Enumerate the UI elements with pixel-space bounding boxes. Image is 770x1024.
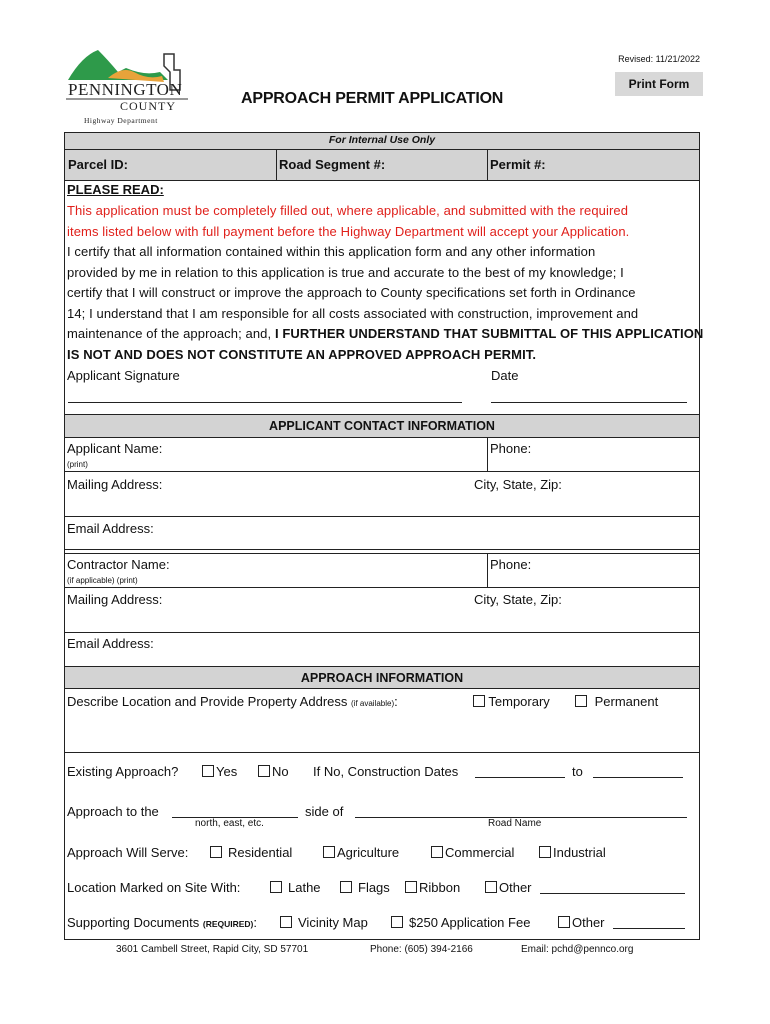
rule (64, 180, 700, 181)
industrial-checkbox[interactable] (539, 846, 551, 858)
temporary-checkbox[interactable] (473, 695, 485, 707)
permanent-option[interactable] (575, 694, 658, 709)
lathe-option[interactable] (270, 880, 321, 895)
to-label: to (572, 764, 583, 779)
contractor-note: (if applicable) (print) (67, 576, 138, 585)
other-marked-checkbox[interactable] (485, 881, 497, 893)
if-available-note: (if available) (351, 699, 395, 708)
approach-heading: APPROACH INFORMATION (300, 671, 464, 685)
residential-label: Residential (228, 845, 293, 860)
side-of-label: side of (305, 804, 344, 819)
rule (487, 149, 488, 180)
lathe-label: Lathe (288, 880, 321, 895)
page-title: APPROACH PERMIT APPLICATION (241, 90, 504, 107)
phone-label: Phone: (490, 441, 532, 456)
contractor-city-label: City, State, Zip: (474, 592, 562, 607)
other-docs-label: Other (572, 915, 605, 930)
temporary-label: Temporary (488, 694, 550, 709)
certify-line5-bold: I FURTHER UNDERSTAND THAT SUBMITTAL OF THIS APPLICATION (274, 326, 704, 341)
direction-hint: north, east, etc. (195, 818, 264, 829)
rule (64, 688, 700, 689)
existing-no-option[interactable] (258, 764, 289, 779)
describe-location-label (67, 694, 398, 709)
print-note: (print) (67, 460, 88, 469)
mailing-address-label: Mailing Address: (67, 477, 163, 492)
contractor-name-label: Contractor Name: (67, 557, 170, 572)
supporting-docs-label (67, 915, 257, 930)
email-label: Email Address: (67, 521, 154, 536)
agriculture-option[interactable] (323, 845, 399, 860)
certify-line3: certify that I will construct or improve the approach to County specifications set forth in Ordinance (67, 285, 636, 300)
certify-line5 (67, 324, 703, 345)
certify-line5-normal: maintenance of the approach; and, (67, 326, 275, 341)
county-logo (64, 42, 194, 128)
flags-option[interactable] (340, 880, 390, 895)
yes-checkbox[interactable] (202, 765, 214, 777)
industrial-option[interactable] (539, 845, 606, 860)
will-serve-label: Approach Will Serve: (67, 845, 189, 860)
approach-to-label: Approach to the (67, 804, 159, 819)
rule (64, 752, 700, 753)
rule (64, 132, 700, 133)
footer-phone: Phone: (605) 394-2166 (370, 944, 473, 955)
commercial-checkbox[interactable] (431, 846, 443, 858)
construction-dates-label: If No, Construction Dates (313, 764, 459, 779)
logo-line2: COUNTY (120, 99, 176, 113)
other-marked-line[interactable] (540, 893, 685, 894)
temporary-option[interactable] (473, 694, 550, 709)
no-label: No (272, 764, 289, 779)
ribbon-label: Ribbon (419, 880, 461, 895)
other-marked-option[interactable] (485, 880, 532, 895)
print-form-button[interactable]: Print Form (615, 72, 703, 96)
flags-label: Flags (358, 880, 390, 895)
rule (64, 587, 700, 588)
flags-checkbox[interactable] (340, 881, 352, 893)
rule (487, 553, 488, 587)
red-notice-line2: items listed below with full payment before the Highway Department will accept your Application. (67, 224, 630, 239)
industrial-label: Industrial (553, 845, 606, 860)
rule (487, 437, 488, 471)
rule (64, 553, 700, 554)
fee-checkbox[interactable] (391, 916, 403, 928)
vicinity-map-option[interactable] (280, 915, 368, 930)
logo-line1: PENNINGTON (68, 80, 183, 99)
residential-option[interactable] (210, 845, 292, 860)
rule (64, 516, 700, 517)
vicinity-map-label: Vicinity Map (298, 915, 368, 930)
existing-yes-option[interactable] (202, 764, 237, 779)
agriculture-label: Agriculture (337, 845, 400, 860)
describe-text: Describe Location and Provide Property Address (67, 694, 351, 709)
residential-checkbox[interactable] (210, 846, 222, 858)
commercial-label: Commercial (445, 845, 515, 860)
footer-email: Email: pchd@pennco.org (521, 944, 634, 955)
describe-colon: : (394, 694, 398, 709)
red-notice-line1: This application must be completely filled out, where applicable, and submitted with the required (67, 203, 629, 218)
supporting-text: Supporting Documents (67, 915, 203, 930)
frame-left (64, 132, 65, 940)
permanent-label: Permanent (594, 694, 659, 709)
certify-line6: IS NOT AND DOES NOT CONSTITUTE AN APPROVED APPROACH PERMIT. (67, 347, 537, 362)
applicant-name-label: Applicant Name: (67, 441, 163, 456)
lathe-checkbox[interactable] (270, 881, 282, 893)
please-read-heading: PLEASE READ: (67, 182, 164, 197)
footer-address: 3601 Cambell Street, Rapid City, SD 57701 (116, 944, 309, 955)
signature-line[interactable] (68, 402, 462, 403)
ribbon-option[interactable] (405, 880, 460, 895)
rule (64, 632, 700, 633)
construction-start-line[interactable] (475, 777, 565, 778)
date-line[interactable] (491, 402, 687, 403)
permit-label: Permit #: (490, 157, 546, 172)
contractor-phone-label: Phone: (490, 557, 532, 572)
fee-label: $250 Application Fee (409, 915, 531, 930)
signature-label: Applicant Signature (67, 368, 180, 383)
parcel-id-label: Parcel ID: (68, 157, 128, 172)
road-segment-label: Road Segment #: (279, 157, 386, 172)
certify-line1: I certify that all information contained within this application form and any other information (67, 244, 596, 259)
ribbon-checkbox[interactable] (405, 881, 417, 893)
contractor-email-label: Email Address: (67, 636, 154, 651)
yes-label: Yes (216, 764, 238, 779)
frame-right (699, 132, 700, 940)
date-label: Date (491, 368, 519, 383)
agriculture-checkbox[interactable] (323, 846, 335, 858)
road-name-hint: Road Name (488, 818, 542, 829)
marked-label: Location Marked on Site With: (67, 880, 241, 895)
supporting-colon: : (253, 915, 258, 930)
contact-heading: APPLICANT CONTACT INFORMATION (269, 419, 495, 433)
contractor-mailing-label: Mailing Address: (67, 592, 163, 607)
other-docs-option[interactable] (558, 915, 605, 930)
internal-label: For Internal Use Only (328, 134, 436, 146)
existing-approach-label: Existing Approach? (67, 764, 179, 779)
logo-line3: Highway Department (84, 116, 158, 125)
rule (64, 437, 700, 438)
no-checkbox[interactable] (258, 765, 270, 777)
certify-line4: 14; I understand that I am responsible for all costs associated with construction, improvement and (67, 306, 639, 321)
rule (64, 471, 700, 472)
city-state-zip-label: City, State, Zip: (474, 477, 562, 492)
other-docs-line[interactable] (613, 928, 685, 929)
vicinity-map-checkbox[interactable] (280, 916, 292, 928)
construction-end-line[interactable] (593, 777, 683, 778)
other-docs-checkbox[interactable] (558, 916, 570, 928)
revised-date: Revised: 11/21/2022 (618, 54, 700, 64)
required-note: (REQUIRED) (202, 919, 254, 929)
fee-option[interactable] (391, 915, 530, 930)
rule (64, 939, 700, 940)
commercial-option[interactable] (431, 845, 514, 860)
certify-line2: provided by me in relation to this application is true and accurate to the best of my knowledge; I (67, 265, 624, 280)
permanent-checkbox[interactable] (575, 695, 587, 707)
other-marked-label: Other (499, 880, 532, 895)
rule (276, 149, 277, 180)
rule (64, 549, 700, 550)
